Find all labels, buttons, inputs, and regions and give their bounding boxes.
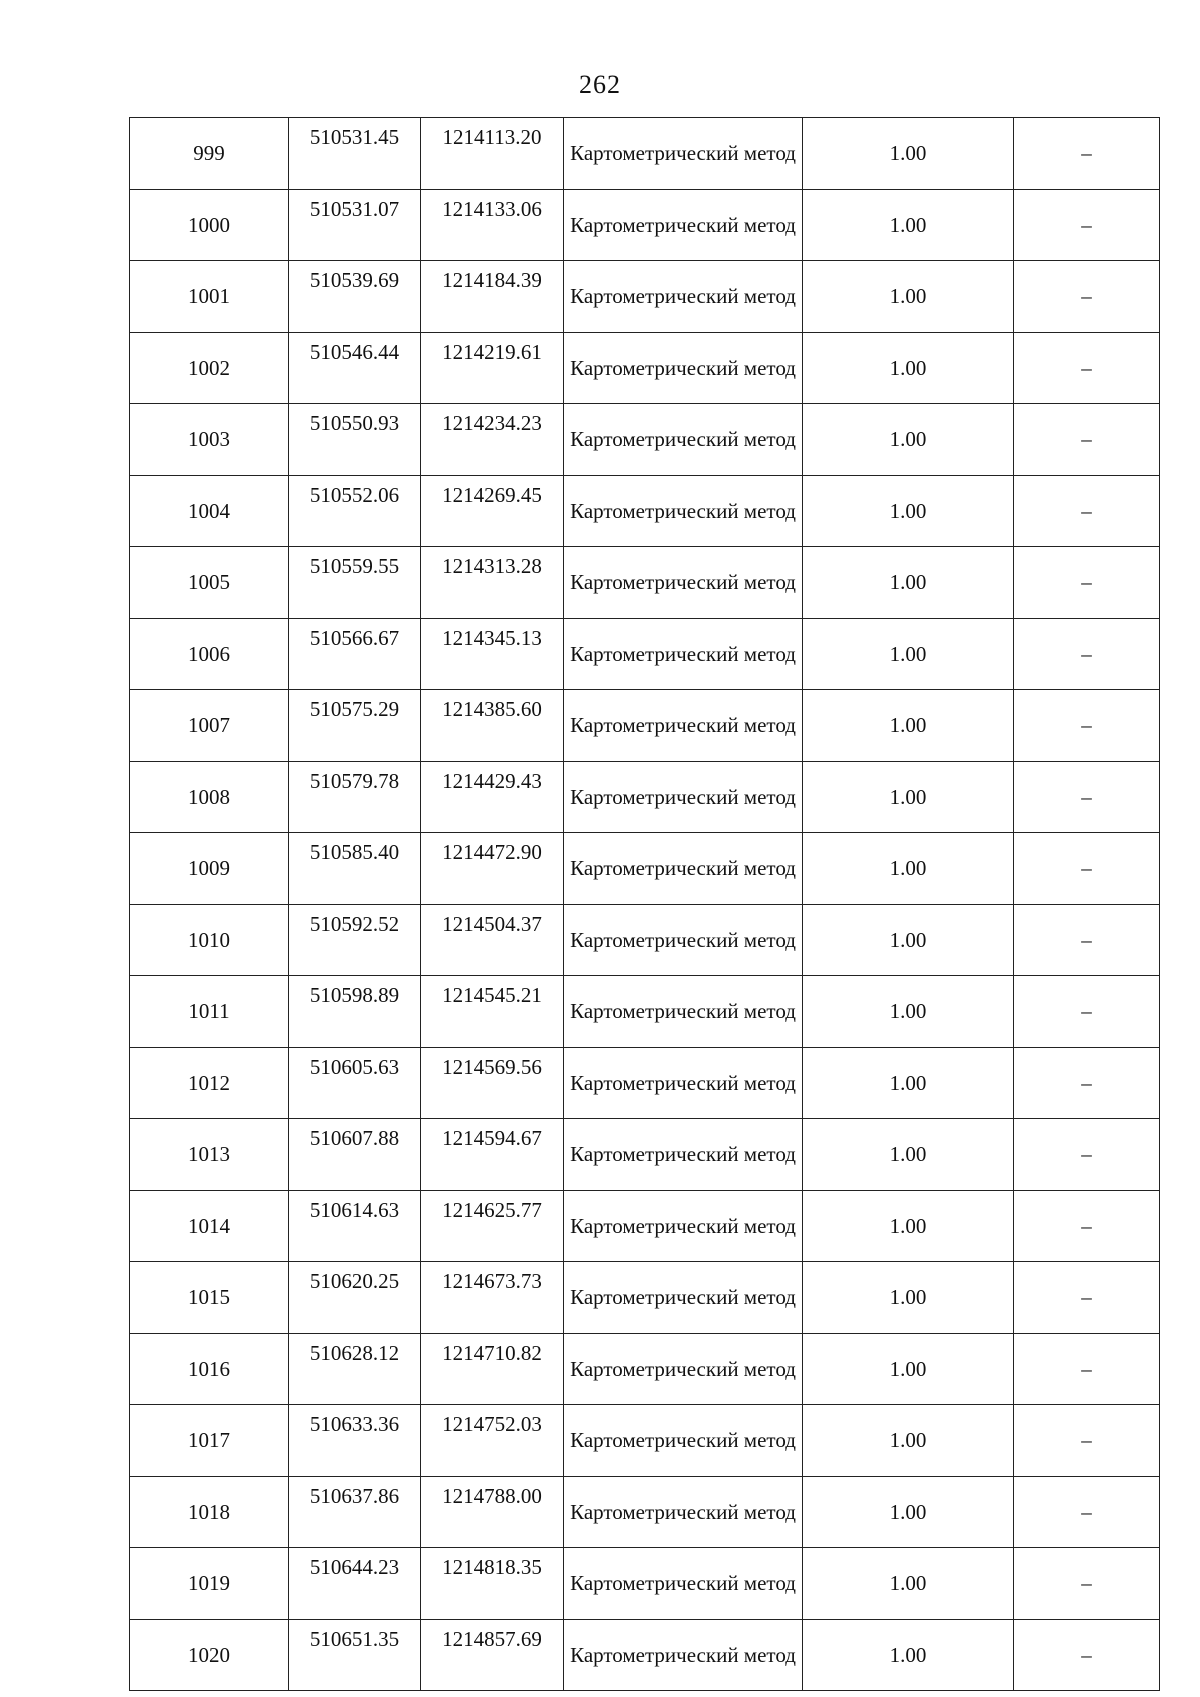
- note-cell: –: [1014, 1047, 1160, 1119]
- y-coordinate-cell: 1214472.90: [421, 833, 564, 905]
- point-number-cell: 999: [130, 118, 289, 190]
- x-coordinate-cell: 510531.45: [289, 118, 421, 190]
- note-cell: –: [1014, 1619, 1160, 1691]
- point-number-cell: 1013: [130, 1119, 289, 1191]
- table-row: [130, 904, 1160, 976]
- point-number-cell: 1020: [130, 1619, 289, 1691]
- x-coordinate-cell: 510559.55: [289, 547, 421, 619]
- x-coordinate-cell: 510575.29: [289, 690, 421, 762]
- accuracy-cell: 1.00: [803, 1333, 1014, 1405]
- y-coordinate-cell: 1214113.20: [421, 118, 564, 190]
- accuracy-cell: 1.00: [803, 1548, 1014, 1620]
- table-row: [130, 118, 1160, 190]
- point-number-cell: 1007: [130, 690, 289, 762]
- point-number-cell: 1015: [130, 1262, 289, 1334]
- x-coordinate-cell: 510637.86: [289, 1476, 421, 1548]
- method-cell: Картометрический метод: [564, 332, 803, 404]
- accuracy-cell: 1.00: [803, 618, 1014, 690]
- coordinates-table: [129, 117, 1160, 1691]
- table-row: [130, 547, 1160, 619]
- table-row: [130, 261, 1160, 333]
- method-cell: Картометрический метод: [564, 547, 803, 619]
- accuracy-cell: 1.00: [803, 1262, 1014, 1334]
- accuracy-cell: 1.00: [803, 1476, 1014, 1548]
- y-coordinate-cell: 1214219.61: [421, 332, 564, 404]
- x-coordinate-cell: 510546.44: [289, 332, 421, 404]
- x-coordinate-cell: 510607.88: [289, 1119, 421, 1191]
- accuracy-cell: 1.00: [803, 404, 1014, 476]
- note-cell: –: [1014, 761, 1160, 833]
- x-coordinate-cell: 510552.06: [289, 475, 421, 547]
- note-cell: –: [1014, 1548, 1160, 1620]
- table-row: [130, 475, 1160, 547]
- point-number-cell: 1014: [130, 1190, 289, 1262]
- table-row: [130, 690, 1160, 762]
- note-cell: –: [1014, 332, 1160, 404]
- y-coordinate-cell: 1214345.13: [421, 618, 564, 690]
- x-coordinate-cell: 510628.12: [289, 1333, 421, 1405]
- table-row: [130, 1047, 1160, 1119]
- y-coordinate-cell: 1214313.28: [421, 547, 564, 619]
- y-coordinate-cell: 1214752.03: [421, 1405, 564, 1477]
- method-cell: Картометрический метод: [564, 261, 803, 333]
- method-cell: Картометрический метод: [564, 618, 803, 690]
- method-cell: Картометрический метод: [564, 833, 803, 905]
- method-cell: Картометрический метод: [564, 1405, 803, 1477]
- point-number-cell: 1016: [130, 1333, 289, 1405]
- note-cell: –: [1014, 833, 1160, 905]
- y-coordinate-cell: 1214788.00: [421, 1476, 564, 1548]
- method-cell: Картометрический метод: [564, 1548, 803, 1620]
- method-cell: Картометрический метод: [564, 904, 803, 976]
- method-cell: Картометрический метод: [564, 1190, 803, 1262]
- table-row: [130, 761, 1160, 833]
- point-number-cell: 1011: [130, 976, 289, 1048]
- table-row: [130, 1476, 1160, 1548]
- note-cell: –: [1014, 475, 1160, 547]
- point-number-cell: 1006: [130, 618, 289, 690]
- y-coordinate-cell: 1214710.82: [421, 1333, 564, 1405]
- x-coordinate-cell: 510614.63: [289, 1190, 421, 1262]
- y-coordinate-cell: 1214429.43: [421, 761, 564, 833]
- x-coordinate-cell: 510539.69: [289, 261, 421, 333]
- note-cell: –: [1014, 904, 1160, 976]
- accuracy-cell: 1.00: [803, 189, 1014, 261]
- note-cell: –: [1014, 976, 1160, 1048]
- method-cell: Картометрический метод: [564, 1119, 803, 1191]
- point-number-cell: 1017: [130, 1405, 289, 1477]
- method-cell: Картометрический метод: [564, 976, 803, 1048]
- table-row: [130, 189, 1160, 261]
- y-coordinate-cell: 1214818.35: [421, 1548, 564, 1620]
- y-coordinate-cell: 1214673.73: [421, 1262, 564, 1334]
- table-row: [130, 1190, 1160, 1262]
- x-coordinate-cell: 510651.35: [289, 1619, 421, 1691]
- y-coordinate-cell: 1214234.23: [421, 404, 564, 476]
- note-cell: –: [1014, 118, 1160, 190]
- y-coordinate-cell: 1214625.77: [421, 1190, 564, 1262]
- point-number-cell: 1003: [130, 404, 289, 476]
- note-cell: –: [1014, 1476, 1160, 1548]
- page-number: 262: [579, 70, 621, 99]
- table-row: [130, 1619, 1160, 1691]
- point-number-cell: 1002: [130, 332, 289, 404]
- accuracy-cell: 1.00: [803, 547, 1014, 619]
- note-cell: –: [1014, 1405, 1160, 1477]
- table-row: [130, 618, 1160, 690]
- y-coordinate-cell: 1214569.56: [421, 1047, 564, 1119]
- y-coordinate-cell: 1214385.60: [421, 690, 564, 762]
- note-cell: –: [1014, 261, 1160, 333]
- method-cell: Картометрический метод: [564, 1262, 803, 1334]
- accuracy-cell: 1.00: [803, 1190, 1014, 1262]
- accuracy-cell: 1.00: [803, 1619, 1014, 1691]
- x-coordinate-cell: 510598.89: [289, 976, 421, 1048]
- table-body: [130, 118, 1160, 1691]
- note-cell: –: [1014, 1333, 1160, 1405]
- table-row: [130, 1405, 1160, 1477]
- point-number-cell: 1005: [130, 547, 289, 619]
- y-coordinate-cell: 1214184.39: [421, 261, 564, 333]
- table-row: [130, 332, 1160, 404]
- accuracy-cell: 1.00: [803, 833, 1014, 905]
- x-coordinate-cell: 510579.78: [289, 761, 421, 833]
- point-number-cell: 1012: [130, 1047, 289, 1119]
- note-cell: –: [1014, 1119, 1160, 1191]
- table-row: [130, 1548, 1160, 1620]
- y-coordinate-cell: 1214133.06: [421, 189, 564, 261]
- point-number-cell: 1010: [130, 904, 289, 976]
- method-cell: Картометрический метод: [564, 1476, 803, 1548]
- point-number-cell: 1008: [130, 761, 289, 833]
- y-coordinate-cell: 1214269.45: [421, 475, 564, 547]
- table-row: [130, 976, 1160, 1048]
- y-coordinate-cell: 1214504.37: [421, 904, 564, 976]
- accuracy-cell: 1.00: [803, 332, 1014, 404]
- point-number-cell: 1018: [130, 1476, 289, 1548]
- note-cell: –: [1014, 404, 1160, 476]
- table-row: [130, 833, 1160, 905]
- method-cell: Картометрический метод: [564, 475, 803, 547]
- accuracy-cell: 1.00: [803, 118, 1014, 190]
- note-cell: –: [1014, 618, 1160, 690]
- note-cell: –: [1014, 690, 1160, 762]
- x-coordinate-cell: 510633.36: [289, 1405, 421, 1477]
- table-row: [130, 1333, 1160, 1405]
- x-coordinate-cell: 510550.93: [289, 404, 421, 476]
- method-cell: Картометрический метод: [564, 690, 803, 762]
- method-cell: Картометрический метод: [564, 118, 803, 190]
- method-cell: Картометрический метод: [564, 1047, 803, 1119]
- point-number-cell: 1001: [130, 261, 289, 333]
- note-cell: –: [1014, 547, 1160, 619]
- method-cell: Картометрический метод: [564, 1333, 803, 1405]
- method-cell: Картометрический метод: [564, 761, 803, 833]
- method-cell: Картометрический метод: [564, 404, 803, 476]
- point-number-cell: 1000: [130, 189, 289, 261]
- point-number-cell: 1009: [130, 833, 289, 905]
- y-coordinate-cell: 1214545.21: [421, 976, 564, 1048]
- accuracy-cell: 1.00: [803, 690, 1014, 762]
- x-coordinate-cell: 510531.07: [289, 189, 421, 261]
- accuracy-cell: 1.00: [803, 475, 1014, 547]
- accuracy-cell: 1.00: [803, 1119, 1014, 1191]
- note-cell: –: [1014, 189, 1160, 261]
- accuracy-cell: 1.00: [803, 1047, 1014, 1119]
- x-coordinate-cell: 510644.23: [289, 1548, 421, 1620]
- accuracy-cell: 1.00: [803, 976, 1014, 1048]
- x-coordinate-cell: 510585.40: [289, 833, 421, 905]
- accuracy-cell: 1.00: [803, 904, 1014, 976]
- table-row: [130, 1119, 1160, 1191]
- method-cell: Картометрический метод: [564, 1619, 803, 1691]
- x-coordinate-cell: 510605.63: [289, 1047, 421, 1119]
- y-coordinate-cell: 1214857.69: [421, 1619, 564, 1691]
- accuracy-cell: 1.00: [803, 1405, 1014, 1477]
- table-row: [130, 404, 1160, 476]
- point-number-cell: 1004: [130, 475, 289, 547]
- table-row: [130, 1262, 1160, 1334]
- y-coordinate-cell: 1214594.67: [421, 1119, 564, 1191]
- note-cell: –: [1014, 1190, 1160, 1262]
- accuracy-cell: 1.00: [803, 261, 1014, 333]
- x-coordinate-cell: 510620.25: [289, 1262, 421, 1334]
- accuracy-cell: 1.00: [803, 761, 1014, 833]
- note-cell: –: [1014, 1262, 1160, 1334]
- x-coordinate-cell: 510566.67: [289, 618, 421, 690]
- method-cell: Картометрический метод: [564, 189, 803, 261]
- point-number-cell: 1019: [130, 1548, 289, 1620]
- x-coordinate-cell: 510592.52: [289, 904, 421, 976]
